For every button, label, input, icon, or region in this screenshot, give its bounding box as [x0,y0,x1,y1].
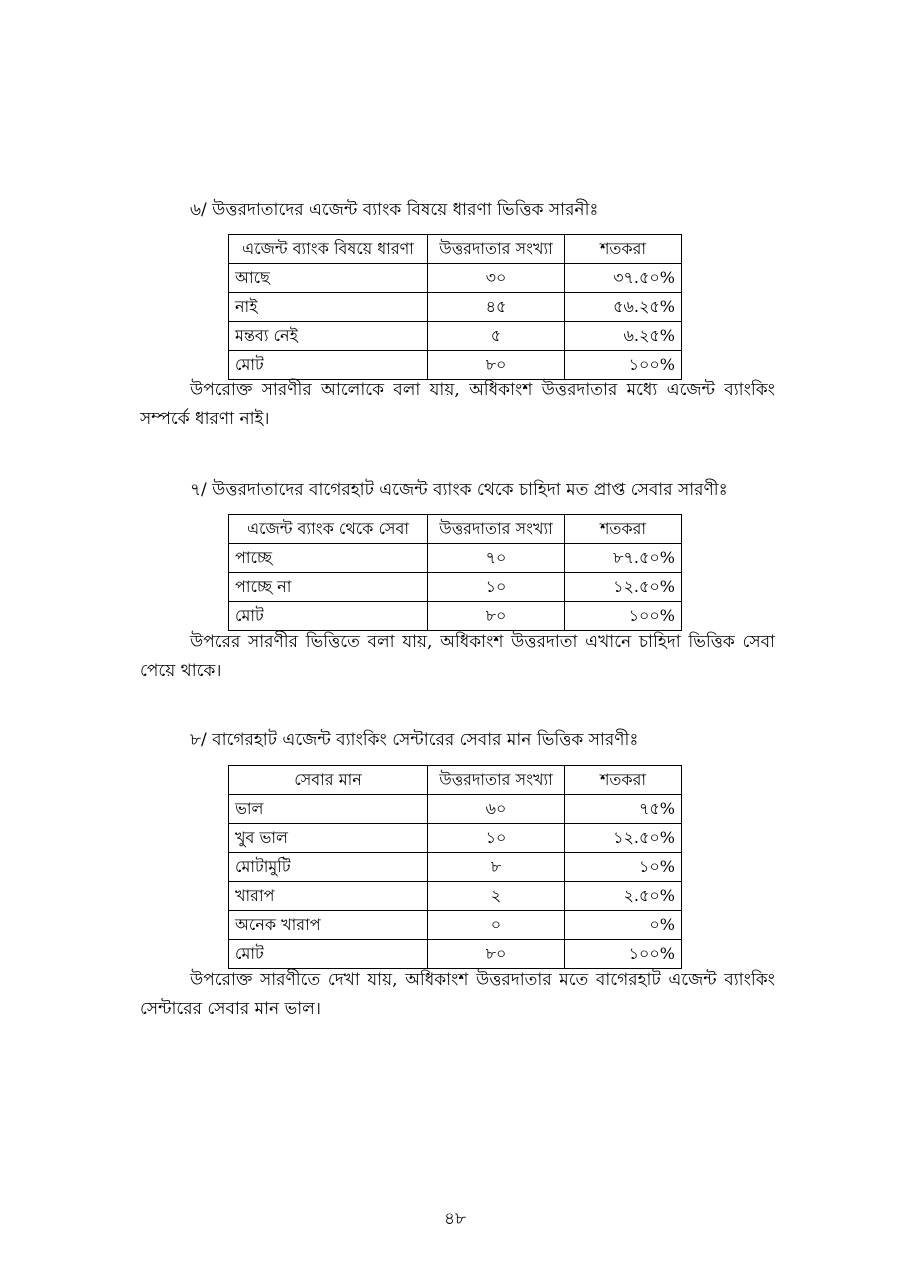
table-cell: ভাল [229,795,428,824]
table-row [229,882,682,911]
table-cell: মোটামুটি [229,853,428,882]
table-header-row [229,515,682,544]
column-header: এজেন্ট ব্যাংক থেকে সেবা [229,515,428,544]
column-header: শতকরা [565,235,682,264]
page-number: ৪৮ [443,1209,467,1229]
table-cell: ২ [428,882,565,911]
table-row [229,573,682,602]
table-cell: ৮৭.৫০% [565,544,682,573]
table-cell: পাচ্ছে না [229,573,428,602]
table-row [229,911,682,940]
section-7-paragraph: উপরের সারণীর ভিত্তিতে বলা যায়, অধিকাংশ উত্তরদাতা এখানে চাহিদা ভিত্তিক সেবা পেয়ে থাকে। [140,632,775,681]
table-row-total [229,940,682,969]
table-row-total [229,602,682,631]
table-row [229,293,682,322]
table-cell: নাই [229,293,428,322]
table-cell: মন্তব্য নেই [229,322,428,351]
column-header: উত্তরদাতার সংখ্যা [428,235,565,264]
column-header: এজেন্ট ব্যাংক বিষয়ে ধারণা [229,235,428,264]
table-cell: ৭০ [428,544,565,573]
table-cell: ৫ [428,322,565,351]
table-cell: ৪৫ [428,293,565,322]
table-agent-bank-awareness [228,234,682,380]
table-service-quality [228,765,682,969]
table-row [229,544,682,573]
table-cell: মোট [229,940,428,969]
table-header-row [229,766,682,795]
table-cell: ৮০ [428,602,565,631]
table-cell: পাচ্ছে [229,544,428,573]
table-row [229,795,682,824]
column-header: উত্তরদাতার সংখ্যা [428,515,565,544]
table-row [229,853,682,882]
table-cell: খুব ভাল [229,824,428,853]
table-header-row [229,235,682,264]
table-row [229,322,682,351]
table-cell: আছে [229,264,428,293]
table-cell: ১২.৫০% [565,573,682,602]
table-cell: ৮০ [428,351,565,380]
table-cell: ০% [565,911,682,940]
table-cell: ৫৬.২৫% [565,293,682,322]
table-cell: ১০০% [565,351,682,380]
section-7-heading: ৭/ উত্তরদাতাদের বাগেরহাট এজেন্ট ব্যাংক থেকে চাহিদা মত প্রাপ্ত সেবার সারণীঃ [190,480,728,500]
table-cell: ১০০% [565,602,682,631]
table-cell: ৭৫% [565,795,682,824]
table-cell: ৬০ [428,795,565,824]
table-service-received [228,514,682,631]
column-header: উত্তরদাতার সংখ্যা [428,766,565,795]
table-row [229,264,682,293]
table-cell: অনেক খারাপ [229,911,428,940]
section-6-paragraph: উপরোক্ত সারণীর আলোকে বলা যায়, অধিকাংশ উত্তরদাতার মধ্যে এজেন্ট ব্যাংকিং সম্পর্কে ধারণা নাই। [140,380,775,429]
column-header: সেবার মান [229,766,428,795]
section-8-heading: ৮/ বাগেরহাট এজেন্ট ব্যাংকিং সেন্টারের সেবার মান ভিত্তিক সারণীঃ [190,730,639,750]
table-cell: ১০ [428,573,565,602]
table-cell: ১০ [428,824,565,853]
table-cell: মোট [229,351,428,380]
table-cell: ৬.২৫% [565,322,682,351]
column-header: শতকরা [565,515,682,544]
table-cell: খারাপ [229,882,428,911]
section-6-heading: ৬/ উত্তরদাতাদের এজেন্ট ব্যাংক বিষয়ে ধারণা ভিত্তিক সারনীঃ [190,200,599,220]
table-cell: ৩৭.৫০% [565,264,682,293]
table-cell: ১০% [565,853,682,882]
column-header: শতকরা [565,766,682,795]
table-cell: ৩০ [428,264,565,293]
table-row [229,824,682,853]
table-cell: ৮০ [428,940,565,969]
table-cell: মোট [229,602,428,631]
table-cell: ২.৫০% [565,882,682,911]
table-cell: ৮ [428,853,565,882]
section-8-paragraph: উপরোক্ত সারণীতে দেখা যায়, অধিকাংশ উত্তরদাতার মতে বাগেরহাট এজেন্ট ব্যাংকিং সেন্টারের সেবার মান ভাল। [140,970,775,1019]
table-cell: ১২.৫০% [565,824,682,853]
table-cell: ১০০% [565,940,682,969]
table-cell: ০ [428,911,565,940]
